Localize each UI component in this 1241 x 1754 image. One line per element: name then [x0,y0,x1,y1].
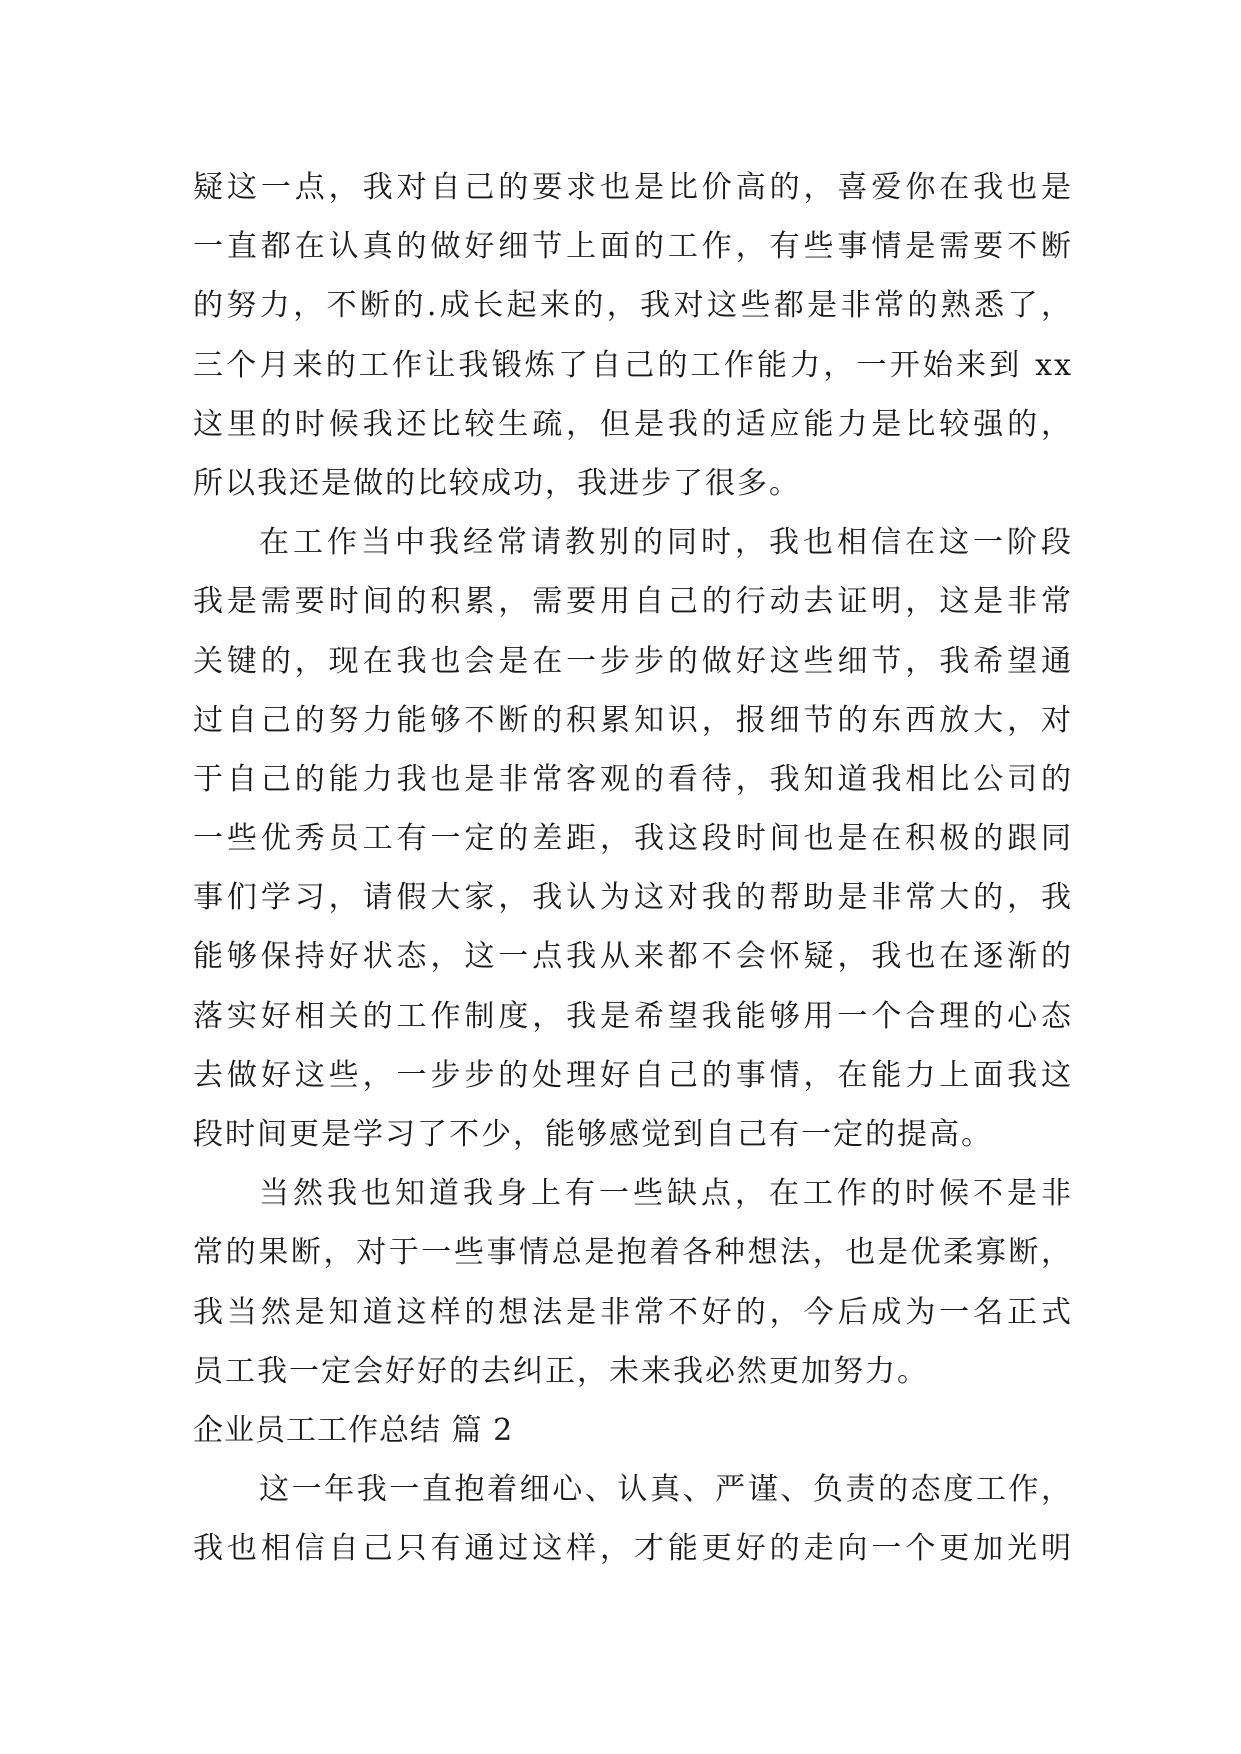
text-line: 于自己的能力我也是非常客观的看待，我知道我相比公司的 [193,761,1073,797]
section-heading: 企业员工工作总结 篇 2 [193,1412,514,1448]
text-line: 事们学习，请假大家，我认为这对我的帮助是非常大的，我 [193,880,1073,916]
text-line: 这里的时候我还比较生疏，但是我的适应能力是比较强的， [193,406,1073,442]
text-line: 落实好相关的工作制度，我是希望我能够用一个合理的心态 [193,998,1073,1034]
text-line: 的努力，不断的.成长起来的，我对这些都是非常的熟悉了， [193,288,1073,324]
text-line: 三个月来的工作让我锻炼了自己的工作能力，一开始来到 xx [193,347,1073,383]
text-line: 疑这一点，我对自己的要求也是比价高的，喜爱你在我也是 [193,170,1073,205]
paragraph-first-line: 这一年我一直抱着细心、认真、严谨、负责的态度工作， [259,1472,1073,1508]
text-line: 过自己的努力能够不断的积累知识，报细节的东西放大，对 [193,702,1073,738]
text-line: 所以我还是做的比较成功，我进步了很多。 [193,465,801,501]
text-line: 常的果断，对于一些事情总是抱着各种想法，也是优柔寡断， [193,1235,1073,1271]
document-body [193,158,1073,1579]
paragraph-first-line: 当然我也知道我身上有一些缺点，在工作的时候不是非 [259,1176,1073,1212]
text-line: 去做好这些，一步步的处理好自己的事情，在能力上面我这 [193,1057,1073,1093]
text-line: 我是需要时间的积累，需要用自己的行动去证明，这是非常 [193,584,1073,620]
text-line: 一些优秀员工有一定的差距，我这段时间也是在积极的跟同 [193,821,1073,857]
paragraph-first-line: 在工作当中我经常请教别的同时，我也相信在这一阶段 [259,525,1073,561]
text-line: 我也相信自己只有通过这样，才能更好的走向一个更加光明 [193,1531,1073,1567]
text-line: 关键的，现在我也会是在一步步的做好这些细节，我希望通 [193,643,1073,679]
text-line: 员工我一定会好好的去纠正，未来我必然更加努力。 [193,1353,929,1389]
text-line: 段时间更是学习了不少，能够感觉到自己有一定的提高。 [193,1117,993,1152]
text-line: 能够保持好状态，这一点我从来都不会怀疑，我也在逐渐的 [193,939,1073,975]
text-line: 一直都在认真的做好细节上面的工作，有些事情是需要不断 [193,229,1073,265]
text-line: 我当然是知道这样的想法是非常不好的，今后成为一名正式 [193,1294,1073,1330]
